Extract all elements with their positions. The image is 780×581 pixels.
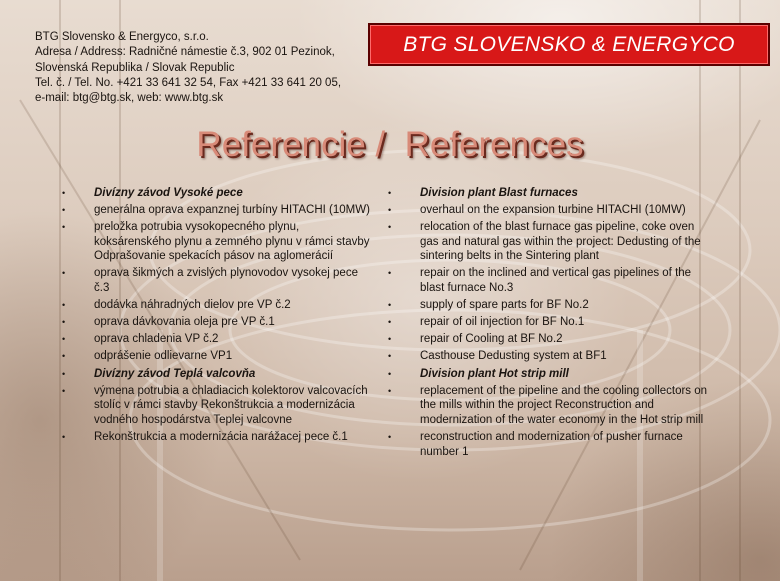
list-item-text: Division plant Hot strip mill [420,367,569,380]
list-item [62,298,372,313]
list-item-text: replacement of the pipeline and the cooling collectors on the mills within the project Reconstruction and modernization of the water economy in the Hot strip mill [420,384,708,426]
list-item-text: výmena potrubia a chladiacich kolektorov valcovacích stolíc v rámci stavby Rekonštrukcia a modernizácia vodného hospodárstva Teplej valcovne [94,384,368,426]
company-name: BTG Slovensko & Energyco, s.r.o. [35,31,209,43]
list-item-text: Casthouse Dedusting system at BF1 [420,350,607,363]
list-item-text: oprava šikmých a zvislých plynovodov vysokej pece č.3 [94,267,358,295]
list-item [62,349,372,364]
brand-label: BTG SLOVENSKO & ENERGYCO [403,32,735,56]
references-slovak-column [62,186,372,447]
list-item [62,384,372,428]
bullet-icon: • [388,334,392,345]
list-item-text: generálna oprava expanznej turbíny HITACHI (10MW) [94,204,370,217]
list-item-text: repair of oil injection for BF No.1 [420,316,585,329]
list-item [388,266,708,295]
list-item [388,220,708,264]
list-item-text: relocation of the blast furnace gas pipeline, coke oven gas and natural gas within the project: Dedusting of the sintering belts in the Sintering plant [420,221,701,263]
list-item-text: Division plant Blast furnaces [420,187,578,199]
bullet-icon: • [62,351,66,362]
bullet-icon: • [62,222,66,233]
list-item-text: supply of spare parts for BF No.2 [420,299,589,312]
bullet-icon: • [388,205,392,216]
list-item-text: Divízny závod Teplá valcovňa [94,367,256,380]
list-item-text: Rekonštrukcia a modernizácia narážacej pece č.1 [94,430,348,443]
list-item-text: odprášenie odlievarne VP1 [94,350,233,363]
company-country: Slovenská Republika / Slovak Republic [35,61,235,74]
list-item [388,203,708,218]
list-item [388,384,708,428]
company-address: Adresa / Address: Radničné námestie č.3, 902 01 Pezinok, [35,46,335,59]
list-item-text: overhaul on the expansion turbine HITACHI (10MW) [420,204,686,217]
list-item-text: preložka potrubia vysokopecného plynu, koksárenského plynu a zemného plynu v rámci stavby Odprašovanie spekacích pásov na aglomerácií [94,221,370,263]
references-english-column [388,186,708,462]
bullet-icon: • [62,431,66,442]
company-address-block [35,30,375,106]
company-email-web: e-mail: btg@btg.sk, web: www.btg.sk [35,92,224,105]
bullet-icon: • [388,317,392,328]
bullet-icon: • [62,368,66,379]
page-title: Referencie / References [196,125,584,164]
references-slovak-list [62,186,372,445]
list-item-text: repair on the inclined and vertical gas pipelines of the blast furnace No.3 [420,267,692,295]
bullet-icon: • [62,205,66,216]
bullet-icon: • [62,317,66,328]
bullet-icon: • [62,334,66,345]
list-section-heading [388,186,708,201]
bullet-icon: • [62,268,66,279]
bullet-icon: • [388,222,392,233]
list-section-heading [62,186,372,201]
list-item [388,298,708,313]
list-item [62,266,372,295]
brand-banner [368,23,770,66]
list-item-text: oprava chladenia VP č.2 [94,333,219,346]
bullet-icon: • [388,268,392,279]
bullet-icon: • [388,368,392,379]
bullet-icon: • [62,385,66,396]
list-section-heading [62,367,372,382]
list-item [388,315,708,330]
list-item [62,430,372,445]
list-item [62,332,372,347]
bullet-icon: • [388,431,392,442]
company-phone-fax: Tel. č. / Tel. No. +421 33 641 32 54, Fax +421 33 641 20 05, [35,76,342,89]
list-item [62,220,372,264]
bullet-icon: • [62,300,66,311]
list-item-text: Divízny závod Vysoké pece [94,187,243,199]
list-section-heading [388,367,708,382]
list-item-text: repair of Cooling at BF No.2 [420,333,563,346]
list-item [388,349,708,364]
list-item [388,332,708,347]
list-item-text: reconstruction and modernization of pusher furnace number 1 [420,430,683,458]
bullet-icon: • [62,188,66,198]
references-english-list [388,186,708,459]
list-item [388,430,708,459]
bullet-icon: • [388,300,392,311]
bullet-icon: • [388,188,392,198]
list-item [62,315,372,330]
list-item-text: dodávka náhradných dielov pre VP č.2 [94,299,291,312]
list-item [62,203,372,218]
bullet-icon: • [388,385,392,396]
list-item-text: oprava dávkovania oleja pre VP č.1 [94,316,275,329]
bullet-icon: • [388,351,392,362]
